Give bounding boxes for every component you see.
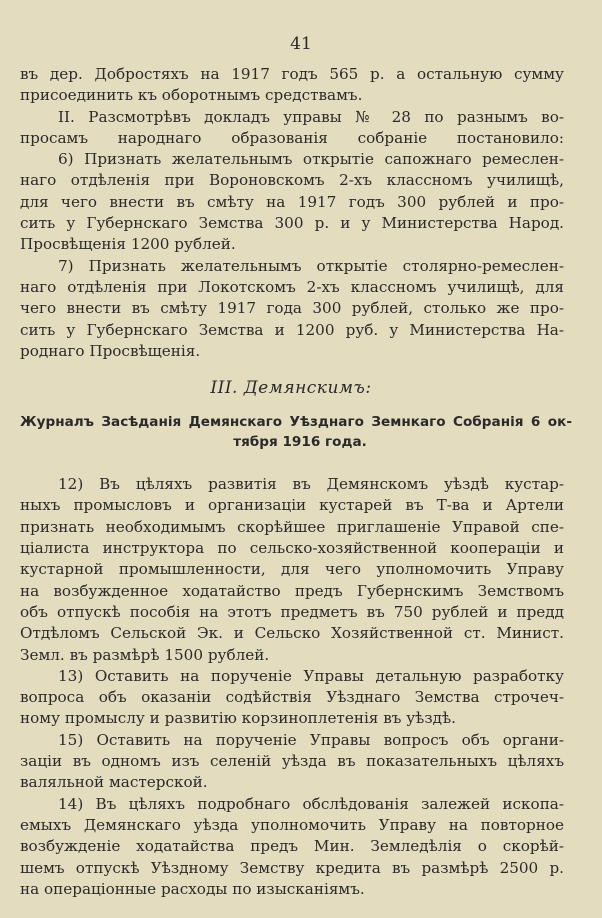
text-line: Отдѣломъ Сельской Эк. и Сельско Хозяйственной ст. Минист. bbox=[20, 624, 564, 643]
paragraph-item-7 bbox=[20, 256, 562, 362]
text-line: возбужденіе ходатайства предъ Мин. Земледѣлія о скорѣй- bbox=[20, 837, 564, 856]
text-line: 6) Признать желательнымъ открытіе сапожнаго ремеслен- bbox=[58, 150, 564, 169]
paragraph-item-15 bbox=[20, 730, 562, 794]
text-line: 12) Въ цѣляхъ развитія въ Демянскомъ уѣздѣ кустар- bbox=[58, 475, 564, 494]
text-line: 14) Въ цѣляхъ подробнаго обслѣдованія залежей ископа- bbox=[58, 794, 564, 813]
journal-title bbox=[20, 412, 572, 452]
text-line: на возбужденное ходатайство предъ Губернскимъ Земствомъ bbox=[20, 581, 564, 600]
text-line: чего внести въ смѣту 1917 года 300 рублей, столько же про- bbox=[20, 299, 564, 318]
text-line: присоединить къ оборотнымъ средствамъ. bbox=[20, 86, 363, 105]
text-line: просамъ народнаго образованія собраніе постановило: bbox=[20, 128, 564, 147]
text-line: II. Разсмотрѣвъ докладъ управы № 28 по разнымъ во- bbox=[58, 107, 564, 126]
text-line: 15) Оставить на порученіе Управы вопросъ объ органи- bbox=[58, 730, 564, 749]
text-line: ныхъ промысловъ и организаціи кустарей въ Т-ва и Артели bbox=[20, 496, 564, 515]
paragraph-item-13 bbox=[20, 666, 562, 730]
text-line: наго отдѣленія при Локотскомъ 2-хъ классномъ училищѣ, для bbox=[20, 277, 564, 296]
paragraph-education-report bbox=[20, 107, 562, 150]
text-line: въ дер. Добростяхъ на 1917 годъ 565 р. а остальную сумму bbox=[20, 65, 564, 83]
text-line: роднаго Просвѣщенія. bbox=[20, 341, 201, 360]
text-line: шемъ отпускѣ Уѣздному Земству кредита въ размѣрѣ 2500 р. bbox=[20, 858, 564, 877]
text-line: ціалиста инструктора по сельско-хозяйственной коопераціи и bbox=[20, 539, 564, 558]
text-line: заціи въ одномъ изъ селеній уѣзда въ показательныхъ цѣляхъ bbox=[20, 752, 564, 771]
text-line: сить у Губернскаго Земства и 1200 руб. у Министерства На- bbox=[20, 320, 564, 339]
journal-title-line: тября 1916 года. bbox=[233, 434, 367, 451]
text-line: 13) Оставить на порученіе Управы детальную разработку bbox=[58, 666, 564, 685]
text-line: наго отдѣленія при Вороновскомъ 2-хъ классномъ училищѣ, bbox=[20, 171, 564, 190]
text-line: на операціонные расходы по изысканіямъ. bbox=[20, 879, 365, 898]
text-line: вопроса объ оказаніи содѣйствія Уѣзднаго Земства строчеч- bbox=[20, 688, 564, 707]
paragraph-budget-remainder bbox=[20, 64, 562, 107]
text-line: валяльной мастерской. bbox=[20, 773, 208, 792]
paragraph-item-12 bbox=[20, 474, 562, 666]
text-line: для чего внести въ смѣту на 1917 годъ 300 рублей и про- bbox=[20, 192, 564, 211]
text-line: признать необходимымъ скорѣйшее приглашеніе Управой спе- bbox=[20, 517, 564, 536]
text-line: емыхъ Демянскаго уѣзда уполномочить Управу на повторное bbox=[20, 815, 564, 834]
text-line: кустарной промышленности, для чего уполномочить Управу bbox=[20, 560, 564, 579]
text-line: ному промыслу и развитію корзиноплетенія въ уѣздѣ. bbox=[20, 709, 456, 728]
text-line: сить у Губернскаго Земства 300 р. и у Министерства Народ. bbox=[20, 214, 564, 233]
section-heading: III. Демянскимъ: bbox=[210, 378, 372, 399]
text-line: объ отпускѣ пособія на этотъ предметъ въ 750 рублей и предд bbox=[20, 602, 564, 621]
text-line: Земл. въ размѣрѣ 1500 рублей. bbox=[20, 645, 270, 664]
paragraph-item-6 bbox=[20, 149, 562, 255]
text-line: Просвѣщенія 1200 рублей. bbox=[20, 235, 236, 254]
text-line: 7) Признать желательнымъ открытіе столярно-ремеслен- bbox=[58, 256, 564, 275]
journal-title-line: Журналъ Засѣданія Демянскаго Уѣзднаго Земнкаго Собранія 6 ок- bbox=[20, 414, 572, 431]
page-number: 41 bbox=[290, 34, 312, 54]
paragraph-item-14 bbox=[20, 794, 562, 900]
